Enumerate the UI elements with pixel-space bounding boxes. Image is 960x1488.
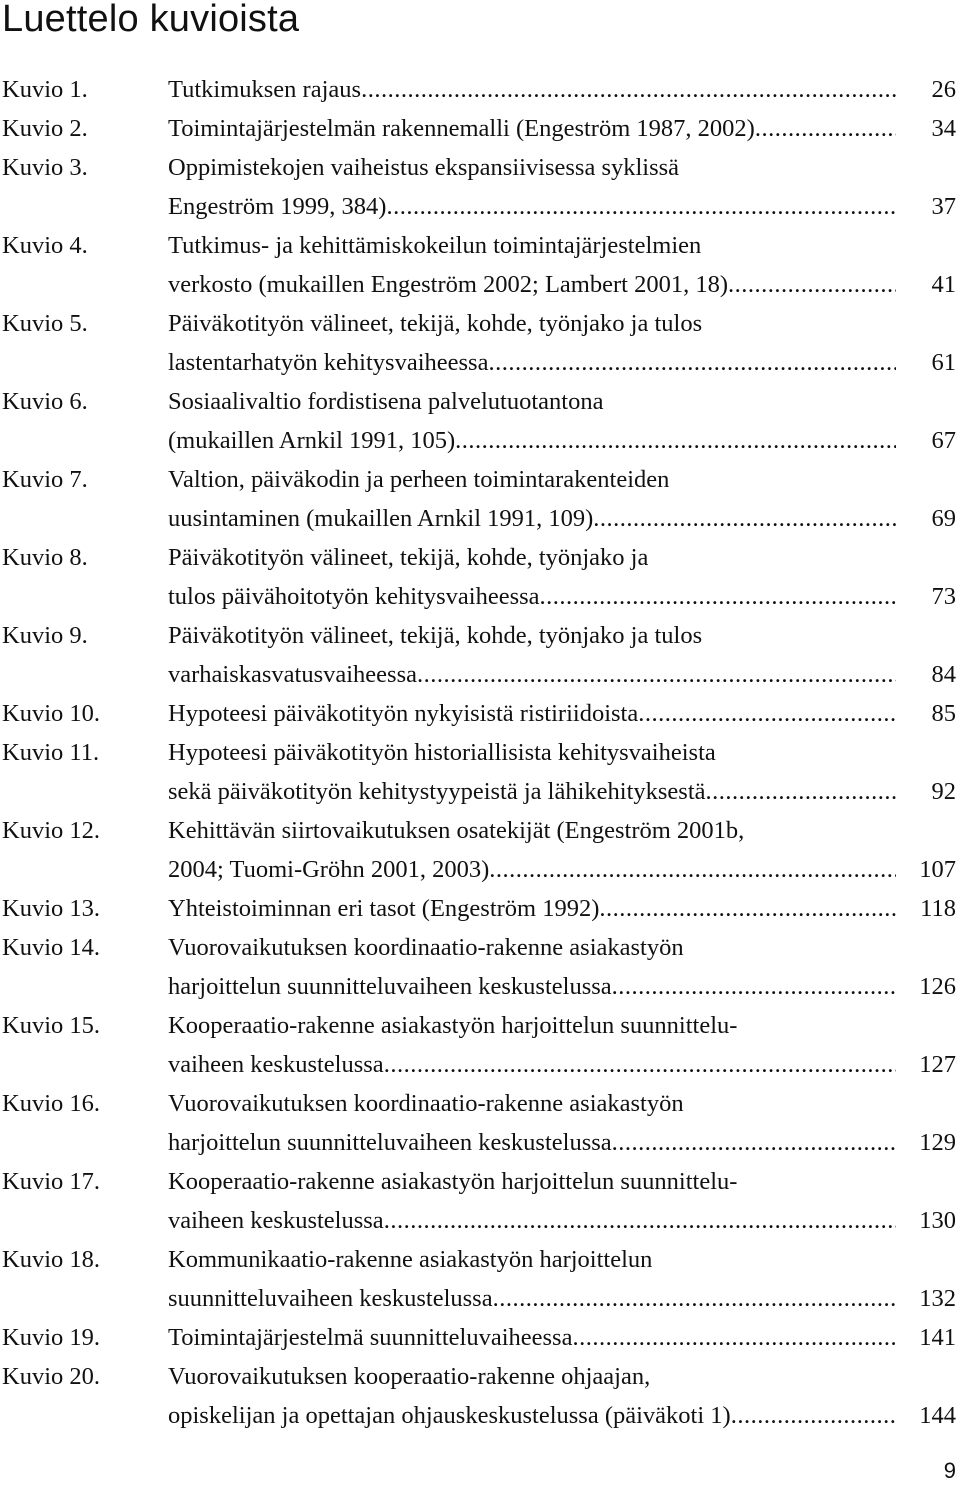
figure-label: Kuvio 5. [2,310,88,337]
page-ref [896,928,960,1006]
caption-line [168,265,896,304]
caption-line [168,109,896,148]
figure-caption [168,1006,896,1084]
caption-line: Vuorovaikutuksen kooperaatio-rakenne ohjaajan, [168,1363,651,1390]
caption-line: Kommunikaatio-rakenne asiakastyön harjoittelun [168,1246,653,1273]
caption-line: Vuorovaikutuksen koordinaatio-rakenne asiakastyön [168,934,684,961]
caption-line: Päiväkotityön välineet, tekijä, kohde, työnjako ja tulos [168,310,703,337]
toc-entry [0,1162,960,1240]
page-ref [896,616,960,694]
page-ref [896,811,960,889]
dot-leader [386,187,896,226]
figure-label: Kuvio 4. [2,232,88,259]
caption-line [168,499,896,538]
figure-caption [168,148,896,226]
page-ref-number: 129 [919,1129,956,1156]
figure-caption [168,109,896,148]
caption-line: Kooperaatio-rakenne asiakastyön harjoittelun suunnittelu- [168,1168,738,1195]
page-ref-number: 92 [931,778,956,805]
caption-line [168,343,896,382]
page-ref-number: 61 [931,349,956,376]
caption-line [168,850,896,889]
figure-label: Kuvio 7. [2,466,88,493]
figure-label: Kuvio 18. [2,1246,100,1273]
dot-leader [755,109,896,148]
page-ref-number: 69 [931,505,956,532]
dot-leader [728,265,896,304]
page-ref-number: 34 [931,115,956,142]
dot-leader [384,1201,896,1240]
caption-text: vaiheen keskustelussa [168,1207,384,1234]
caption-line [168,694,896,733]
figure-label: Kuvio 8. [2,544,88,571]
page-ref [896,694,960,733]
page-ref [896,460,960,538]
figure-caption [168,382,896,460]
caption-line: Sosiaalivaltio fordistisena palvelutuotantona [168,388,604,415]
dot-leader [572,1318,896,1357]
figure-label: Kuvio 2. [2,115,88,142]
caption-line [168,70,896,109]
page-ref [896,1006,960,1084]
toc-entry [0,811,960,889]
page-ref [896,304,960,382]
dot-leader [488,343,896,382]
toc-entry [0,1357,960,1435]
page-ref [896,382,960,460]
page-ref [896,148,960,226]
figure-caption [168,70,896,109]
page-ref-number: 41 [931,271,956,298]
caption-text: uusintaminen (mukaillen Arnkil 1991, 109) [168,505,594,532]
caption-text: suunnitteluvaiheen keskustelussa [168,1285,493,1312]
caption-line: Tutkimus- ja kehittämiskokeilun toimintajärjestelmien [168,232,702,259]
figure-label: Kuvio 20. [2,1363,100,1390]
figure-label: Kuvio 11. [2,739,100,766]
figure-caption [168,616,896,694]
page-ref [896,226,960,304]
toc-entry [0,460,960,538]
figure-caption [168,694,896,733]
caption-text: Hypoteesi päiväkotityön nykyisistä ristiriidoista [168,700,639,727]
caption-line [168,577,896,616]
page-ref-number: 118 [920,895,956,922]
dot-leader [599,889,896,928]
dot-leader [612,1123,896,1162]
caption-text: 2004; Tuomi-Gröhn 2001, 2003) [168,856,490,883]
figure-label: Kuvio 16. [2,1090,100,1117]
caption-text: harjoittelun suunnitteluvaiheen keskustelussa [168,1129,612,1156]
caption-text: harjoittelun suunnitteluvaiheen keskustelussa [168,973,612,1000]
page-ref-number: 84 [931,661,956,688]
caption-line [168,187,896,226]
dot-leader [706,772,896,811]
page-ref-number: 37 [931,193,956,220]
figure-caption [168,538,896,616]
caption-text: verkosto (mukaillen Engeström 2002; Lambert 2001, 18) [168,271,728,298]
caption-line: Oppimistekojen vaiheistus ekspansiivisessa syklissä [168,154,680,181]
figure-caption [168,889,896,928]
page-ref-number: 73 [931,583,956,610]
caption-text: vaiheen keskustelussa [168,1051,384,1078]
figure-label: Kuvio 14. [2,934,100,961]
page-ref [896,70,960,109]
figure-caption [168,1084,896,1162]
caption-text: Yhteistoiminnan eri tasot (Engeström 1992) [168,895,600,922]
toc-entry [0,1240,960,1318]
caption-text: sekä päiväkotityön kehitystyypeistä ja lähikehityksestä [168,778,706,805]
figure-caption [168,928,896,1006]
caption-line [168,772,896,811]
caption-text: (mukaillen Arnkil 1991, 105) [168,427,456,454]
toc-entry [0,1006,960,1084]
page-ref-number: 126 [919,973,956,1000]
figure-label: Kuvio 10. [2,700,100,727]
figure-label: Kuvio 17. [2,1168,100,1195]
caption-text: Engeström 1999, 384) [168,193,387,220]
dot-leader [612,967,896,1006]
page-ref [896,109,960,148]
page-title: Luettelo kuvioista [2,0,300,40]
toc-entry [0,694,960,733]
caption-line: Hypoteesi päiväkotityön historiallisista kehitysvaiheista [168,739,716,766]
page-number: 9 [943,1458,956,1483]
caption-text: varhaiskasvatusvaiheessa [168,661,417,688]
caption-text: Toimintajärjestelmä suunnitteluvaiheessa [168,1324,573,1351]
page-ref-number: 85 [931,700,956,727]
caption-line: Päiväkotityön välineet, tekijä, kohde, työnjako ja [168,544,649,571]
dot-leader [384,1045,896,1084]
figure-label: Kuvio 1. [2,76,88,103]
page-ref-number: 132 [919,1285,956,1312]
figure-caption [168,460,896,538]
figure-caption [168,1357,896,1435]
page-ref [896,1162,960,1240]
page-ref-number: 127 [919,1051,956,1078]
figure-label: Kuvio 15. [2,1012,100,1039]
page-ref-number: 144 [919,1402,956,1429]
figure-list [0,70,960,1435]
caption-line [168,655,896,694]
toc-entry [0,1084,960,1162]
dot-leader [361,70,896,109]
figure-caption [168,1162,896,1240]
figure-label: Kuvio 13. [2,895,100,922]
figure-label: Kuvio 19. [2,1324,100,1351]
figure-label: Kuvio 12. [2,817,100,844]
caption-line: Vuorovaikutuksen koordinaatio-rakenne asiakastyön [168,1090,684,1117]
caption-line: Päiväkotityön välineet, tekijä, kohde, työnjako ja tulos [168,622,703,649]
figure-label: Kuvio 3. [2,154,88,181]
page-ref-number: 141 [919,1324,956,1351]
toc-entry [0,226,960,304]
figure-label: Kuvio 9. [2,622,88,649]
toc-entry [0,148,960,226]
page-ref-number: 107 [919,856,956,883]
dot-leader [417,655,896,694]
page-ref-number: 67 [931,427,956,454]
caption-line [168,889,896,928]
caption-text: lastentarhatyön kehitysvaiheessa [168,349,489,376]
caption-line [168,421,896,460]
figure-caption [168,733,896,811]
caption-text: Tutkimuksen rajaus [168,76,362,103]
figure-caption [168,1318,896,1357]
caption-line: Kooperaatio-rakenne asiakastyön harjoittelun suunnittelu- [168,1012,738,1039]
toc-entry [0,109,960,148]
dot-leader [593,499,896,538]
toc-entry [0,928,960,1006]
caption-line: Valtion, päiväkodin ja perheen toimintarakenteiden [168,466,670,493]
page-ref-number: 130 [919,1207,956,1234]
toc-entry [0,616,960,694]
caption-text: opiskelijan ja opettajan ohjauskeskustelussa (päiväkoti 1) [168,1402,731,1429]
caption-line [168,1396,896,1435]
caption-line [168,1318,896,1357]
figure-caption [168,811,896,889]
toc-entry [0,70,960,109]
caption-line [168,1279,896,1318]
caption-line: Kehittävän siirtovaikutuksen osatekijät (Engeström 2001b, [168,817,745,844]
figure-caption [168,226,896,304]
page-ref-number: 26 [931,76,956,103]
dot-leader [489,850,896,889]
figure-label: Kuvio 6. [2,388,88,415]
toc-entry [0,304,960,382]
caption-line [168,967,896,1006]
page-ref [896,733,960,811]
toc-entry [0,1318,960,1357]
toc-entry [0,382,960,460]
dot-leader [455,421,896,460]
dot-leader [540,577,896,616]
caption-line [168,1045,896,1084]
toc-entry [0,538,960,616]
page-ref [896,889,960,928]
page-ref [896,1357,960,1435]
caption-text: tulos päivähoitotyön kehitysvaiheessa [168,583,540,610]
dot-leader [638,694,896,733]
page-ref [896,538,960,616]
figure-caption [168,304,896,382]
figure-caption [168,1240,896,1318]
page-ref [896,1318,960,1357]
caption-text: Toimintajärjestelmän rakennemalli (Engeström 1987, 2002) [168,115,755,142]
dot-leader [731,1396,896,1435]
caption-line [168,1201,896,1240]
dot-leader [493,1279,896,1318]
caption-line [168,1123,896,1162]
page-ref [896,1240,960,1318]
page-ref [896,1084,960,1162]
toc-entry [0,889,960,928]
toc-entry [0,733,960,811]
